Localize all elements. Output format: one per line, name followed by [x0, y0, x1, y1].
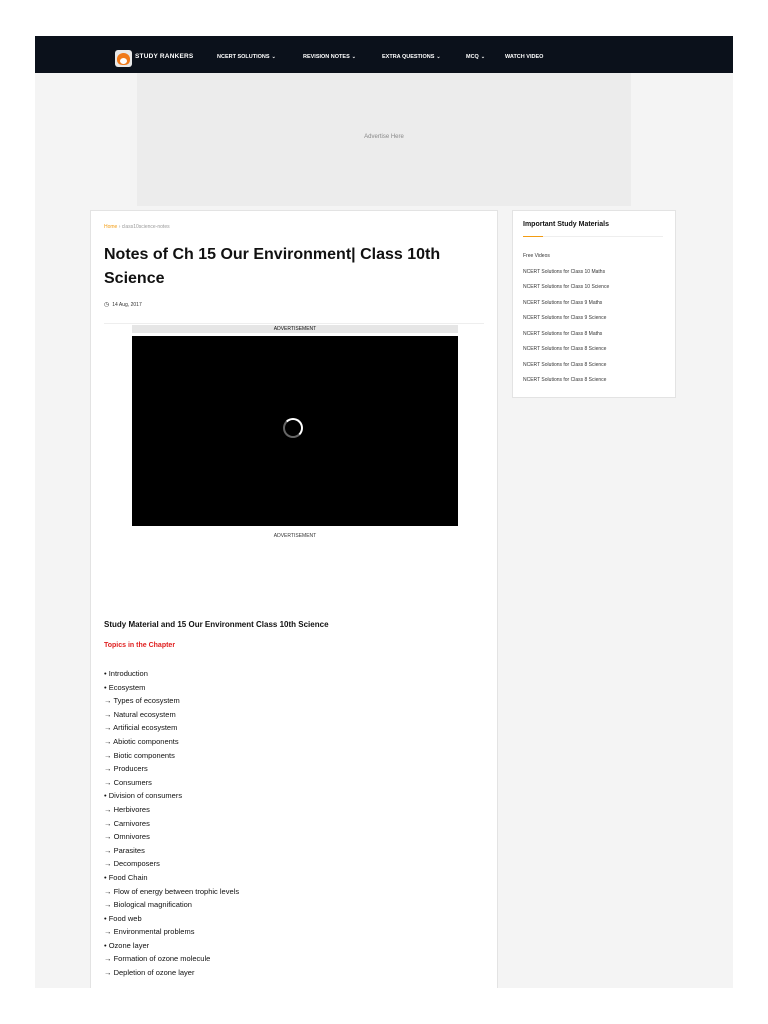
topics-heading: Topics in the Chapter	[104, 642, 176, 649]
nav-mcq[interactable]	[466, 54, 485, 60]
list-item: → Producers	[104, 764, 148, 774]
list-item: → Formation of ozone molecule	[104, 954, 211, 964]
title-underline-accent	[523, 236, 543, 237]
list-item: → Parasites	[104, 845, 145, 855]
list-item: • Ozone layer	[104, 940, 150, 950]
list-item: → Natural ecosystem	[104, 709, 176, 719]
nav-watch-video[interactable]	[505, 54, 543, 60]
list-item: → Depletion of ozone layer	[104, 968, 195, 978]
list-item: → Abiotic components	[104, 736, 179, 746]
list-item: → Types of ecosystem	[104, 696, 180, 706]
sidebar-title: Important Study Materials	[523, 221, 609, 228]
list-item: → Biological magnification	[104, 900, 192, 910]
nav-label: REVISION NOTES	[303, 54, 350, 60]
brand-name[interactable]: STUDY RANKERS	[135, 53, 194, 60]
sidebar-link[interactable]: NCERT Solutions for Class 8 Maths	[523, 330, 603, 337]
list-item: → Herbivores	[104, 804, 150, 814]
sidebar-link[interactable]: NCERT Solutions for Class 8 Science	[523, 377, 607, 383]
sidebar-link[interactable]: NCERT Solutions for Class 8 Science	[523, 346, 607, 352]
chevron-down-icon: ⌄	[271, 54, 276, 60]
list-item: → Environmental problems	[104, 927, 195, 937]
sidebar-link[interactable]: NCERT Solutions for Class 9 Science	[523, 315, 607, 321]
divider	[104, 323, 484, 324]
nav-ncert-solutions[interactable]	[217, 54, 276, 60]
list-item: • Ecosystem	[104, 682, 146, 692]
sidebar-link[interactable]: NCERT Solutions for Class 10 Maths	[523, 268, 606, 275]
ad-banner-text: Advertise Here	[364, 134, 404, 140]
chevron-down-icon: ⌄	[351, 54, 356, 60]
video-ad-player[interactable]	[132, 336, 458, 526]
list-item: → Carnivores	[104, 818, 150, 828]
page-title: Notes of Ch 15 Our Environment| Class 10th Science	[104, 246, 441, 287]
breadcrumb	[104, 224, 170, 230]
ad-label-below: ADVERTISEMENT	[273, 533, 317, 539]
list-item: → Biotic components	[104, 750, 175, 760]
list-item: • Introduction	[104, 669, 148, 678]
chevron-down-icon: ⌄	[436, 54, 441, 60]
list-item: → Decomposers	[104, 859, 160, 869]
sidebar-link[interactable]: NCERT Solutions for Class 8 Science	[523, 361, 607, 368]
fox-logo-icon[interactable]	[115, 50, 132, 67]
list-item: → Omnivores	[104, 832, 150, 842]
list-item: • Food Chain	[104, 872, 148, 882]
ad-label: ADVERTISEMENT	[132, 325, 458, 333]
topics-list	[104, 667, 239, 980]
ad-banner[interactable]	[137, 73, 631, 206]
post-date	[104, 301, 142, 308]
nav-revision-notes[interactable]	[303, 54, 356, 60]
list-item: • Food web	[104, 913, 142, 923]
sidebar-link[interactable]: NCERT Solutions for Class 9 Maths	[523, 299, 603, 306]
loading-spinner-icon	[283, 418, 303, 438]
breadcrumb-home[interactable]: Home	[104, 224, 118, 230]
sidebar-links	[523, 249, 609, 389]
article-card	[90, 210, 498, 988]
list-item: → Consumers	[104, 777, 152, 787]
nav-label: EXTRA QUESTIONS	[382, 54, 435, 60]
section-heading: Study Material and 15 Our Environment Class 10th Science	[104, 620, 329, 629]
sidebar-link[interactable]: NCERT Solutions for Class 10 Science	[523, 284, 610, 290]
sidebar-link[interactable]: Free Videos	[523, 253, 550, 259]
page-frame	[35, 36, 733, 988]
nav-extra-questions[interactable]	[382, 54, 441, 60]
nav-label: NCERT SOLUTIONS	[217, 54, 270, 60]
list-item: • Division of consumers	[104, 791, 183, 801]
clock-icon: ◷	[104, 302, 110, 308]
date-text: 14 Aug, 2017	[112, 302, 142, 308]
breadcrumb-current[interactable]: class10science-notes	[121, 224, 170, 230]
list-item: → Artificial ecosystem	[104, 723, 178, 733]
sidebar-widget	[512, 210, 676, 398]
chevron-down-icon: ⌄	[480, 54, 486, 60]
divider	[523, 236, 663, 237]
list-item: → Flow of energy between trophic levels	[104, 886, 240, 896]
nav-label: MCQ	[466, 54, 479, 60]
nav-label: WATCH VIDEO	[505, 54, 544, 60]
top-navbar	[35, 36, 733, 73]
breadcrumb-separator: ›	[118, 224, 121, 230]
